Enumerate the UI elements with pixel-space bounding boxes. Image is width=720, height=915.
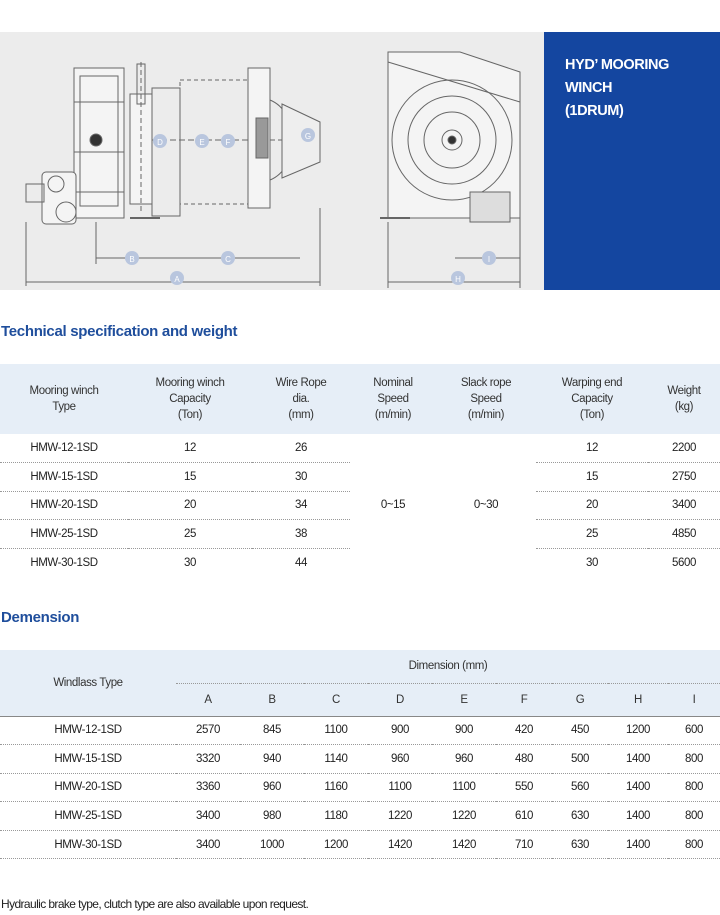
dim-header-dimension: Dimension (mm) xyxy=(176,650,720,683)
spec-warping: 25 xyxy=(536,520,648,549)
spec-header-weight: Weight (kg) xyxy=(648,364,720,434)
spec-nominal-speed: 0~15 xyxy=(380,499,406,512)
spec-type: HMW-25-1SD xyxy=(0,520,128,549)
table-row xyxy=(0,773,720,802)
dim-value-g: 630 xyxy=(552,802,608,831)
spec-header-type: Mooring winch Type xyxy=(0,364,128,434)
dim-col-f: F xyxy=(496,683,552,716)
dim-value-e: 960 xyxy=(432,745,496,774)
dim-value-d: 1420 xyxy=(368,830,432,859)
spec-header-slack-speed: Slack rope Speed (m/min) xyxy=(436,364,536,434)
dim-value-c: 1200 xyxy=(304,830,368,859)
label-f: F xyxy=(225,138,231,147)
label-i: I xyxy=(487,255,491,264)
dim-col-b: B xyxy=(240,683,304,716)
dim-value-a: 3320 xyxy=(176,745,240,774)
dim-value-d: 900 xyxy=(368,716,432,745)
spec-weight: 5600 xyxy=(672,556,696,569)
dim-value-c: 1160 xyxy=(304,773,368,802)
dim-value-i: 600 xyxy=(668,716,720,745)
dim-col-h: H xyxy=(608,683,668,716)
dim-value-g: 560 xyxy=(552,773,608,802)
spec-warping: 20 xyxy=(536,491,648,520)
dim-col-i: I xyxy=(668,683,720,716)
dim-value-f: 550 xyxy=(496,773,552,802)
spec-capacity: 25 xyxy=(128,520,252,549)
dim-value-e: 1100 xyxy=(432,773,496,802)
spec-table xyxy=(0,364,720,577)
spec-rope: 26 xyxy=(252,434,350,463)
spec-weight: 2200 xyxy=(648,434,720,463)
dim-value-g: 630 xyxy=(552,830,608,859)
label-e: E xyxy=(199,138,205,147)
spec-capacity: 30 xyxy=(184,556,196,569)
dim-value-g: 450 xyxy=(552,716,608,745)
dim-value-f: 610 xyxy=(496,802,552,831)
dim-value-g: 500 xyxy=(552,745,608,774)
dim-value-b: 960 xyxy=(240,773,304,802)
product-title-line1: HYD’ MOORING xyxy=(565,57,669,73)
dim-value-a: 2570 xyxy=(176,716,240,745)
spec-slack-speed: 0~30 xyxy=(473,499,499,512)
label-g: G xyxy=(304,132,312,141)
dim-value-h: 1400 xyxy=(608,745,668,774)
dim-col-c: C xyxy=(304,683,368,716)
spec-header-row xyxy=(0,364,720,434)
dim-value-d: 1100 xyxy=(368,773,432,802)
dim-type: HMW-15-1SD xyxy=(0,745,176,774)
label-c: C xyxy=(225,255,231,264)
table-row xyxy=(0,716,720,745)
dim-value-b: 845 xyxy=(240,716,304,745)
dim-value-a: 3400 xyxy=(176,830,240,859)
product-title-box xyxy=(544,32,720,290)
spec-header-nominal-speed: Nominal Speed (m/min) xyxy=(350,364,436,434)
dim-section-title: Demension xyxy=(1,609,80,626)
dim-col-a: A xyxy=(176,683,240,716)
dim-value-f: 710 xyxy=(496,830,552,859)
spec-warping: 30 xyxy=(586,556,598,569)
dim-value-c: 1140 xyxy=(304,745,368,774)
hydraulic-motor xyxy=(42,172,76,224)
dim-value-a: 3360 xyxy=(176,773,240,802)
dim-value-f: 480 xyxy=(496,745,552,774)
dim-type: HMW-20-1SD xyxy=(0,773,176,802)
spec-warping: 15 xyxy=(536,463,648,492)
dim-value-e: 1220 xyxy=(432,802,496,831)
dim-value-i: 800 xyxy=(668,802,720,831)
dim-type: HMW-12-1SD xyxy=(0,716,176,745)
table-row xyxy=(0,745,720,774)
spec-weight: 3400 xyxy=(648,491,720,520)
dim-value-i: 800 xyxy=(668,773,720,802)
dim-value-i: 800 xyxy=(668,830,720,859)
footnote: Hydraulic brake type, clutch type are also available upon request. xyxy=(1,897,309,911)
spec-type: HMW-20-1SD xyxy=(0,491,128,520)
spec-header-warping: Warping end Capacity (Ton) xyxy=(536,364,648,434)
spec-weight: 4850 xyxy=(648,520,720,549)
product-title-line3: (1DRUM) xyxy=(565,103,624,119)
dim-value-h: 1400 xyxy=(608,830,668,859)
dim-value-b: 1000 xyxy=(240,830,304,859)
table-row xyxy=(0,434,720,463)
spec-rope: 30 xyxy=(252,463,350,492)
spec-header-rope: Wire Rope dia. (mm) xyxy=(252,364,350,434)
dim-col-e: E xyxy=(432,683,496,716)
dim-value-a: 3400 xyxy=(176,802,240,831)
dim-value-b: 980 xyxy=(240,802,304,831)
winch-drawing xyxy=(0,32,544,290)
dim-type: HMW-25-1SD xyxy=(0,802,176,831)
dim-value-b: 940 xyxy=(240,745,304,774)
dim-value-c: 1100 xyxy=(304,716,368,745)
spec-warping: 12 xyxy=(536,434,648,463)
dim-value-e: 900 xyxy=(432,716,496,745)
spec-weight: 2750 xyxy=(648,463,720,492)
spec-rope: 44 xyxy=(295,556,307,569)
dim-value-d: 1220 xyxy=(368,802,432,831)
dimension-table xyxy=(0,650,720,859)
dim-value-c: 1180 xyxy=(304,802,368,831)
dim-value-e: 1420 xyxy=(432,830,496,859)
label-b: B xyxy=(129,255,135,264)
dim-value-h: 1400 xyxy=(608,802,668,831)
table-row xyxy=(0,830,720,859)
spec-rope: 34 xyxy=(252,491,350,520)
spec-capacity: 15 xyxy=(128,463,252,492)
table-row xyxy=(0,802,720,831)
spec-type: HMW-12-1SD xyxy=(0,434,128,463)
label-d: D xyxy=(157,138,163,147)
dim-col-g: G xyxy=(552,683,608,716)
winch-drawing-svg xyxy=(0,32,544,290)
spec-rope: 38 xyxy=(252,520,350,549)
dim-value-d: 960 xyxy=(368,745,432,774)
spec-type: HMW-15-1SD xyxy=(0,463,128,492)
dim-value-i: 800 xyxy=(668,745,720,774)
dim-col-d: D xyxy=(368,683,432,716)
spec-header-capacity: Mooring winch Capacity (Ton) xyxy=(128,364,252,434)
dim-value-h: 1400 xyxy=(608,773,668,802)
spec-section-title: Technical specification and weight xyxy=(1,323,238,340)
dim-header-type: Windlass Type xyxy=(0,650,176,716)
dim-type: HMW-30-1SD xyxy=(0,830,176,859)
spec-capacity: 20 xyxy=(128,491,252,520)
label-a: A xyxy=(174,275,180,284)
spec-capacity: 12 xyxy=(128,434,252,463)
dim-header-row xyxy=(0,650,720,683)
label-h: H xyxy=(455,275,461,284)
dim-value-f: 420 xyxy=(496,716,552,745)
dim-value-h: 1200 xyxy=(608,716,668,745)
spec-type: HMW-30-1SD xyxy=(30,556,98,569)
product-title-line2: WINCH xyxy=(565,80,613,96)
